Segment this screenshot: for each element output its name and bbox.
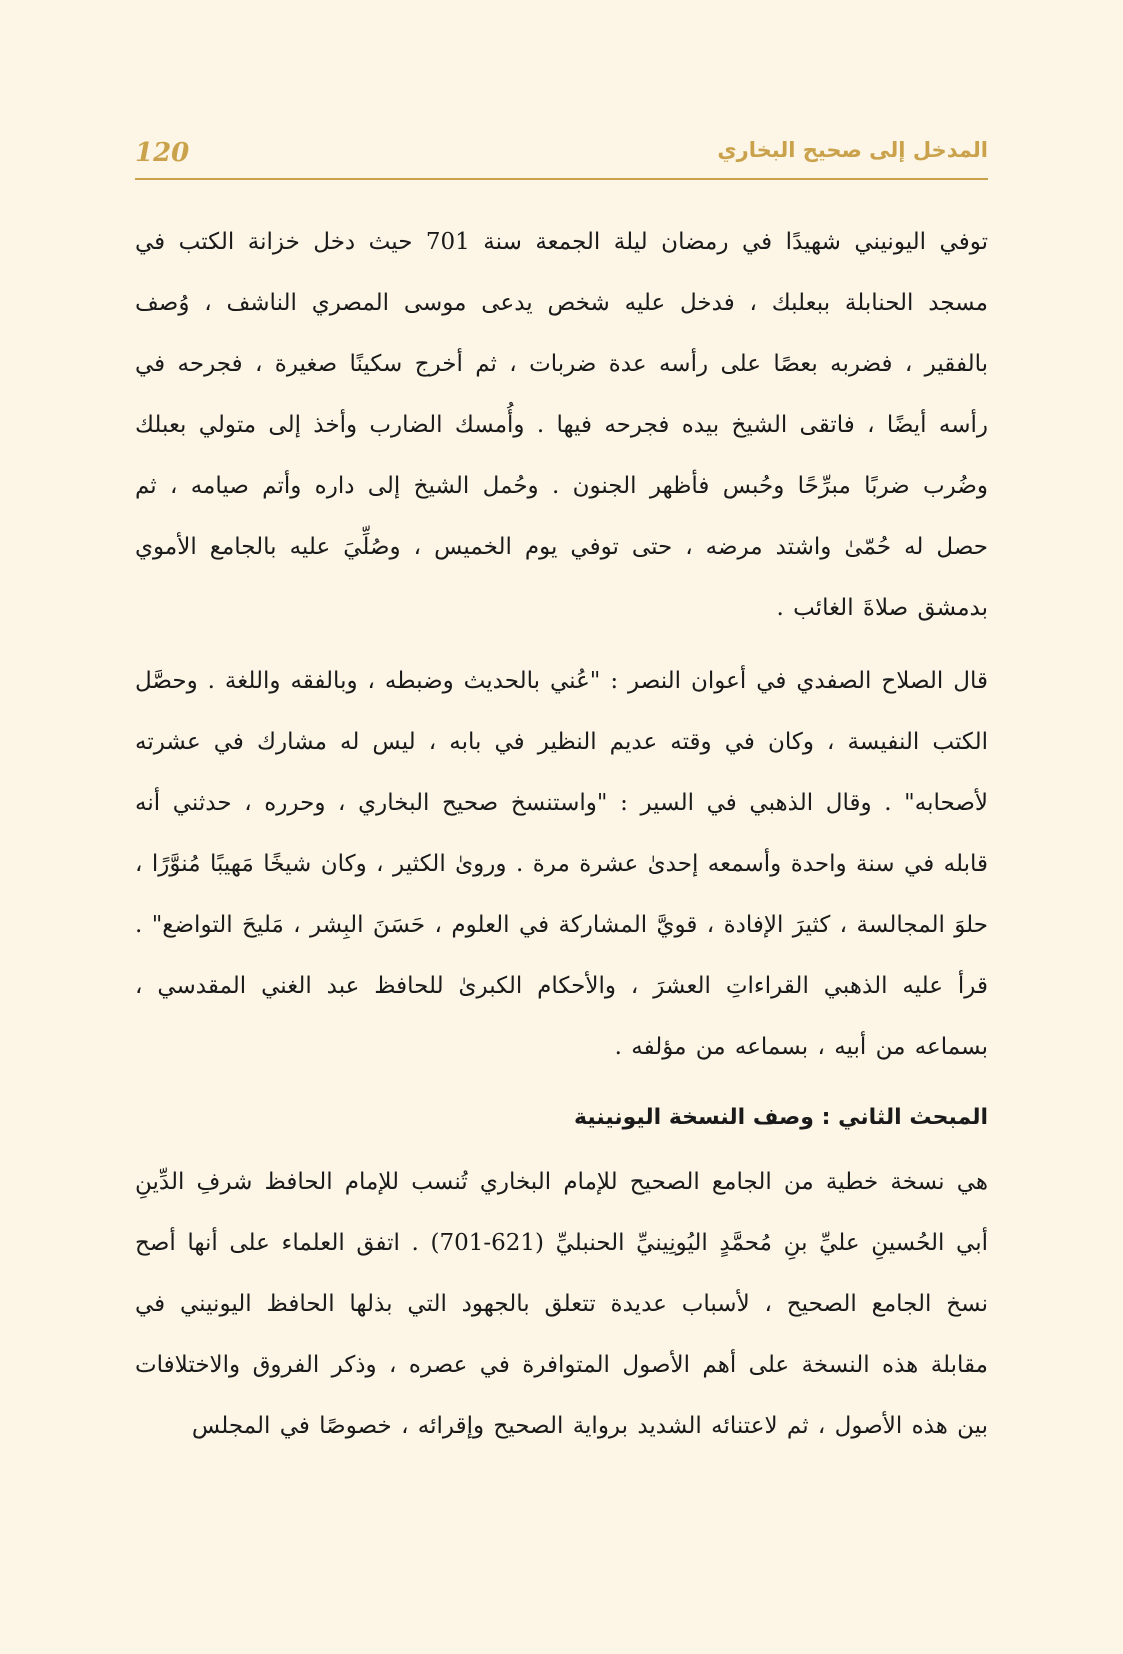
page-header — [135, 130, 988, 180]
running-title: المدخل إلى صحيح البخاري — [717, 138, 988, 162]
paragraph-scholar-praise: قال الصلاح الصفدي في أعوان النصر : "عُني بالحديث وضبطه ، وبالفقه واللغة . وحصَّل الكتب النفيسة ، وكان في وقته عديم النظير في بابه ، ليس له مشارك في عشرته لأصحابه" . وقال الذهبي في السير : "واستنسخ صحيح البخاري ، وحرره ، حدثني أنه قابله في سنة واحدة وأسمعه إحدىٰ عشرة مرة . وروىٰ الكثير ، وكان شيخًا مَهيبًا مُنوَّرًا ، حلوَ المجالسة ، كثيرَ الإفادة ، قويَّ المشاركة في العلوم ، حَسَنَ البِشر ، مَليحَ التواضع" . قرأ عليه الذهبي القراءاتِ العشرَ ، والأحكام الكبرىٰ للحافظ عبد الغني المقدسي ، بسماعه من أبيه ، بسماعه من مؤلفه . — [135, 668, 988, 1060]
section-heading: المبحث الثاني : وصف النسخة اليونينية — [574, 1105, 988, 1130]
page-body — [135, 212, 988, 1457]
page-number: 120 — [135, 138, 190, 168]
paragraph-manuscript-description: هي نسخة خطية من الجامع الصحيح للإمام البخاري تُنسب للإمام الحافظ شرفِ الدِّينِ أبي الحُسينِ عليِّ بنِ مُحمَّدٍ اليُونِينيِّ الحنبليِّ (621-701) . اتفق العلماء على أنها أصح نسخ الجامع الصحيح ، لأسباب عديدة تتعلق بالجهود التي بذلها الحافظ اليونيني في مقابلة هذه النسخة على أهم الأصول المتوافرة في عصره ، وذكر الفروق والاختلافات بين هذه الأصول ، ثم لاعتنائه الشديد برواية الصحيح وإقرائه ، خصوصًا في المجلس — [135, 1169, 988, 1439]
paragraph-death-account: توفي اليونيني شهيدًا في رمضان ليلة الجمعة سنة 701 حيث دخل خزانة الكتب في مسجد الحنابلة ببعلبك ، فدخل عليه شخص يدعى موسى المصري الناشف ، وُصف بالفقير ، فضربه بعصًا على رأسه عدة ضربات ، ثم أخرج سكينًا صغيرة ، فجرحه في رأسه أيضًا ، فاتقى الشيخ بيده فجرحه فيها . وأُمسك الضارب وأخذ إلى متولي بعبلك وضُرب ضربًا مبرِّحًا وحُبس فأظهر الجنون . وحُمل الشيخ إلى داره وأتم صيامه ، ثم حصل له حُمّىٰ واشتد مرضه ، حتى توفي يوم الخميس ، وصُلِّيَ عليه بالجامع الأموي بدمشق صلاةَ الغائب . — [135, 229, 988, 621]
